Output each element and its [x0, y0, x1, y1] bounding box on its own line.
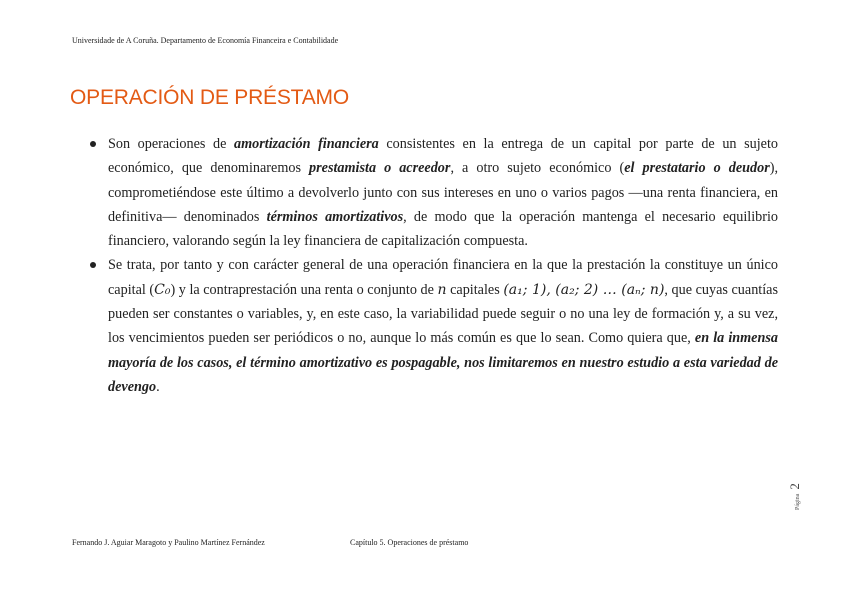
bullet-dot [90, 141, 96, 147]
term-prestatario: el prestatario o deudor [624, 160, 770, 177]
footer-authors: Fernando J. Aguiar Maragoto y Paulino Martínez Fernández [72, 538, 265, 547]
bullet-list [88, 132, 778, 399]
page-word: Página [795, 493, 801, 510]
body-content [88, 132, 778, 399]
math-capitales: (a₁; 1), (a₂; 2) … (aₙ; n) [503, 281, 665, 298]
page-header: Universidade de A Coruña. Departamento de Economía Financeira e Contabilidade [72, 36, 339, 45]
page-number: 2 [787, 483, 802, 490]
page-title: OPERACIÓN DE PRÉSTAMO [70, 86, 349, 109]
footer-chapter: Capítulo 5. Operaciones de préstamo [350, 538, 469, 547]
bullet-item-1: Son operaciones de amortización financiera consistentes en la entrega de un capital por parte de un sujeto económico, que denominaremos prestamista o acreedor, a otro sujeto económico (el prestatario o deudor), comprometiéndose este último a devolverlo junto con sus intereses en uno o varios pagos —una renta financiera, en definitiva— denominados términos amortizativos, de modo que la operación mantenga el necesario equilibrio financiero, valorando según la ley financiera de capitalización compuesta. [88, 132, 778, 253]
bullet-item-2: Se trata, por tanto y con carácter general de una operación financiera en la que la prestación la constituye un único capital (C₀) y la contraprestación una renta o conjunto de n capitales (a₁; 1), (a₂; 2) … (aₙ; n), que cuyas cuantías pueden ser constantes o variables, y, en este caso, la variabilidad puede seguir o no una ley de formación y, a su vez, los vencimientos pueden ser periódicos o no, aunque lo más común es que lo sean. Como quiera que, en la inmensa mayoría de los casos, el término amortizativo es pospagable, nos limitaremos en nuestro estudio a esta variedad de devengo. [88, 253, 778, 399]
bullet-dot [90, 262, 96, 268]
term-terminos: términos amortizativos [266, 208, 404, 225]
term-prestamista: prestamista o acreedor [309, 160, 451, 177]
math-n: n [437, 281, 447, 298]
term-amortizacion: amortización financiera [234, 136, 379, 152]
term-pospagable: en la inmensa mayoría de los casos, el término amortizativo es pospagable, nos limitaremos en nuestro estudio a esta variedad de devengo [108, 330, 778, 395]
math-c0: C₀ [154, 281, 171, 298]
page-number-label [786, 480, 826, 510]
